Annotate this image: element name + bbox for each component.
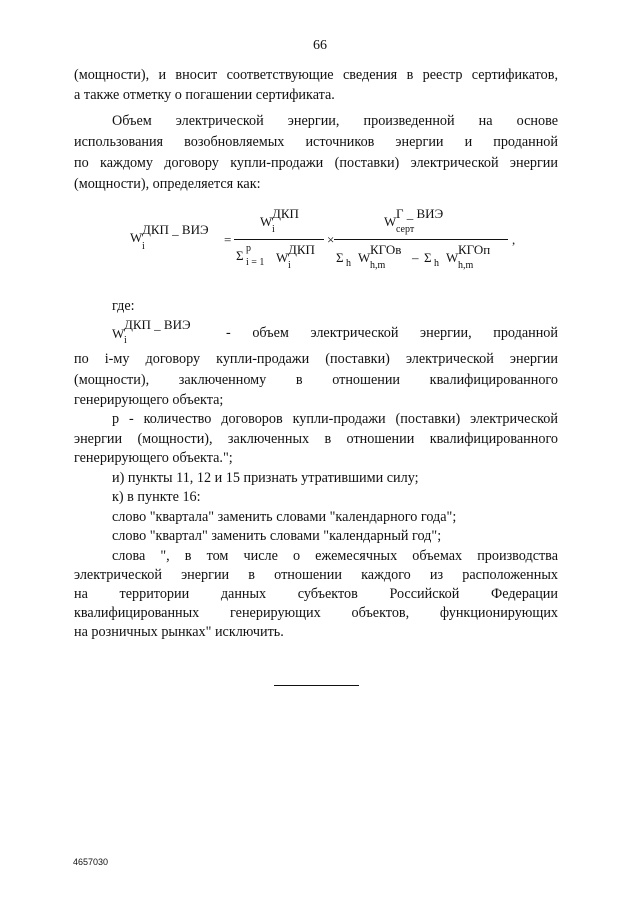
fraction1-den-sub: i = 1 — [246, 257, 265, 268]
text-line: на территории данных субъектов Российской Федерации — [74, 586, 558, 602]
fraction2-den-sum-a: Σ — [336, 250, 344, 265]
fraction2-den-sup-a: КГОв — [370, 242, 402, 257]
fraction2-den-minus: – — [412, 250, 419, 265]
text-line: энергии (мощности), заключенных в отношении квалифицированного — [74, 431, 558, 447]
fraction2-den-sum-b: Σ — [424, 250, 432, 265]
text-line: по каждому договору купли-продажи (поставки) электрической энергии — [74, 155, 558, 171]
fraction2-num-base: W — [384, 214, 397, 229]
fraction2-bar — [334, 239, 508, 240]
formula-lhs-sup: ДКП _ ВИЭ — [142, 222, 209, 237]
fraction2-den-sub-a: h — [346, 258, 351, 269]
fraction1-den-wsup: ДКП — [288, 242, 315, 257]
text-line: (мощности), заключенному в отношении квалифицированного — [74, 372, 558, 388]
text-line: (мощности), определяется как: — [74, 176, 261, 192]
fraction1-den-base: W — [276, 250, 289, 265]
fraction2-den-sub-b: h — [434, 258, 439, 269]
text-line: генерирующего объекта; — [74, 392, 224, 408]
fraction2-den-base-b: W — [446, 250, 459, 265]
text-line: на розничных рынках" исключить. — [74, 624, 284, 640]
formula-equals: = — [224, 232, 232, 247]
fraction2-den-base-a: W — [358, 250, 371, 265]
text-line: Объем электрической энергии, произведенной на основе — [112, 113, 558, 129]
page-number: 66 — [313, 38, 327, 53]
fraction2-num-sup: Г _ ВИЭ — [396, 206, 444, 221]
text-line: квалифицированных генерирующих объектов, функционирующих — [74, 605, 558, 621]
fraction1-den-sup: p — [246, 243, 251, 254]
where-label: где: — [112, 298, 135, 314]
text-line: p - количество договоров купли-продажи (поставки) электрической — [112, 411, 558, 427]
formula-comma: , — [512, 232, 516, 247]
formula-times: × — [327, 232, 335, 247]
formula — [130, 208, 530, 278]
fraction1-num-base: W — [260, 214, 273, 229]
where-symbol — [112, 317, 232, 347]
text-line: слово "квартала" заменить словами "календарного года"; — [112, 509, 457, 525]
text-line: слово "квартал" заменить словами "календарный год"; — [112, 528, 442, 544]
text-line: слова ", в том числе о ежемесячных объемах производства — [112, 548, 558, 564]
fraction1-num-sub: i — [272, 224, 275, 235]
text-line: (мощности), и вносит соответствующие сведения в реестр сертификатов, — [74, 67, 558, 83]
text-line: электрической энергии в отношении каждого из расположенных — [74, 567, 558, 583]
formula-lhs-base: W — [130, 230, 143, 245]
separator-line — [274, 685, 359, 686]
where-symbol-sub: i — [124, 335, 127, 346]
formula-lhs-sub: i — [142, 241, 145, 252]
footer-code: 4657030 — [73, 857, 109, 867]
fraction2-den-wsub-a: h,m — [370, 260, 386, 271]
fraction2-den-sup-b: КГОп — [458, 242, 491, 257]
fraction2-den-wsub-b: h,m — [458, 260, 474, 271]
fraction2-num-sub: серт — [396, 224, 415, 235]
fraction1-den-sum: Σ — [236, 248, 244, 263]
text-line: и) пункты 11, 12 и 15 признать утратившими силу; — [112, 470, 419, 486]
text-line: - объем электрической энергии, проданной — [226, 325, 558, 341]
fraction1-num-sup: ДКП — [272, 206, 299, 221]
text-line: использования возобновляемых источников энергии и проданной — [74, 134, 558, 150]
text-line: а также отметку о погашении сертификата. — [74, 87, 335, 103]
where-symbol-base: W — [112, 326, 125, 341]
fraction1-bar — [234, 239, 324, 240]
where-symbol-sup: ДКП _ ВИЭ — [124, 317, 191, 332]
text-line: генерирующего объекта."; — [74, 450, 233, 466]
text-line: по i-му договору купли-продажи (поставки) электрической энергии — [74, 351, 558, 367]
fraction1-den-wsub: i — [288, 260, 291, 271]
text-line: к) в пункте 16: — [112, 489, 201, 505]
